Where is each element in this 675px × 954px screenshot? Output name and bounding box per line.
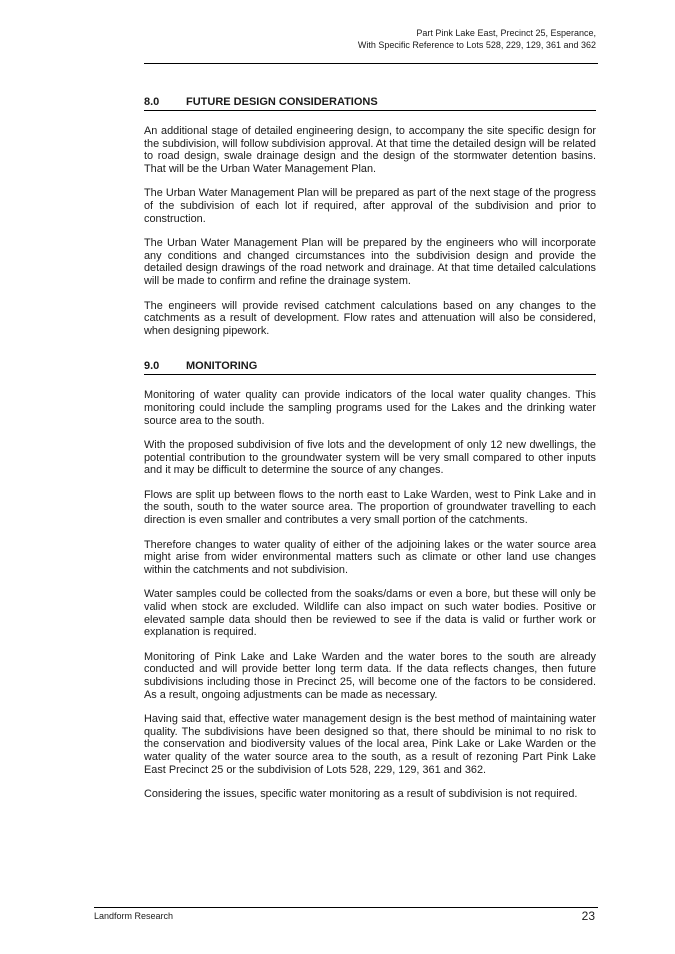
section-number: 8.0 [144, 96, 160, 108]
header-divider [144, 63, 598, 64]
header-line-2: With Specific Reference to Lots 528, 229, 129, 361 and 362 [357, 40, 596, 50]
footer-divider [94, 907, 598, 908]
paragraph: The Urban Water Management Plan will be prepared as part of the next stage of the progress of the subdivision of each lot if required, after approval of the subdivision and prior to construction. [144, 187, 596, 225]
paragraph: Flows are split up between flows to the north east to Lake Warden, west to Pink Lake and in the south, south to the water source area. The proportion of groundwater travelling to each direction is even smaller and contributes a very small portion of the catchments. [144, 488, 596, 527]
paragraph: The engineers will provide revised catchment calculations based on any changes to the catchments as a result of development. Flow rates and attenuation will also be considered, when designing pipework. [144, 299, 596, 337]
page-number: 23 [581, 909, 595, 923]
paragraph: Having said that, effective water management design is the best method of maintaining water quality. The subdivisions have been designed so that, there should be minimal to no risk to the conservation and biodiversity values of the local area, Pink Lake or Lake Warden or the water quality of the water source area to the south, as a result of rezoning Part Pink Lake East Precinct 25 or the subdivision of Lots 528, 229, 129, 361 and 362. [144, 713, 596, 776]
page-body [144, 95, 596, 823]
running-header [358, 27, 596, 51]
section-heading [144, 359, 596, 375]
header-line-1: Part Pink Lake East, Precinct 25, Esperance, [416, 28, 596, 38]
section-title: FUTURE DESIGN CONSIDERATIONS [186, 96, 378, 108]
paragraph: Considering the issues, specific water monitoring as a result of subdivision is not required. [144, 788, 578, 801]
paragraph: With the proposed subdivision of five lots and the development of only 12 new dwellings, the potential contribution to the groundwater system will be very small compared to other inputs and it may be difficult to determine the source of any changes. [144, 439, 596, 477]
paragraph: The Urban Water Management Plan will be prepared by the engineers who will incorporate any conditions and changed circumstances into the subdivision design and provide the detailed design drawings of the road network and drainage. At that time detailed calculations will be made to confirm and refine the drainage system. [144, 237, 596, 287]
footer-company: Landform Research [94, 911, 174, 921]
paragraph: An additional stage of detailed engineering design, to accompany the site specific design for the subdivision, will follow subdivision approval. At that time the detailed design will be related to road design, swale drainage design and the design of the stormwater detention basins. That will be the Urban Water Management Plan. [144, 125, 596, 175]
section-monitoring [144, 359, 596, 800]
paragraph: Water samples could be collected from the soaks/dams or even a bore, but these will only be valid when stock are excluded. Wildlife can also impact on such water bodies. Positive or elevated sample data should then be reviewed to see if the data is valid or further work or explanation is required. [144, 588, 596, 639]
paragraph: Therefore changes to water quality of either of the adjoining lakes or the water source area might arise from wider environmental matters such as climate or other land use changes within the catchments and not subdivision. [144, 538, 596, 576]
section-heading [144, 95, 596, 111]
section-future-design [144, 95, 596, 337]
paragraph: Monitoring of water quality can provide indicators of the local water quality changes. This monitoring could include the sampling programs used for the Lakes and the drinking water source area to the south. [144, 389, 596, 427]
section-number: 9.0 [144, 360, 160, 373]
section-title: MONITORING [186, 360, 258, 373]
paragraph: Monitoring of Pink Lake and Lake Warden and the water bores to the south are already conducted and will provide better long term data. If the data reflects changes, then future subdivisions including those in Precinct 25, will become one of the factors to be considered. As a result, ongoing adjustments can be made as necessary. [144, 650, 596, 701]
